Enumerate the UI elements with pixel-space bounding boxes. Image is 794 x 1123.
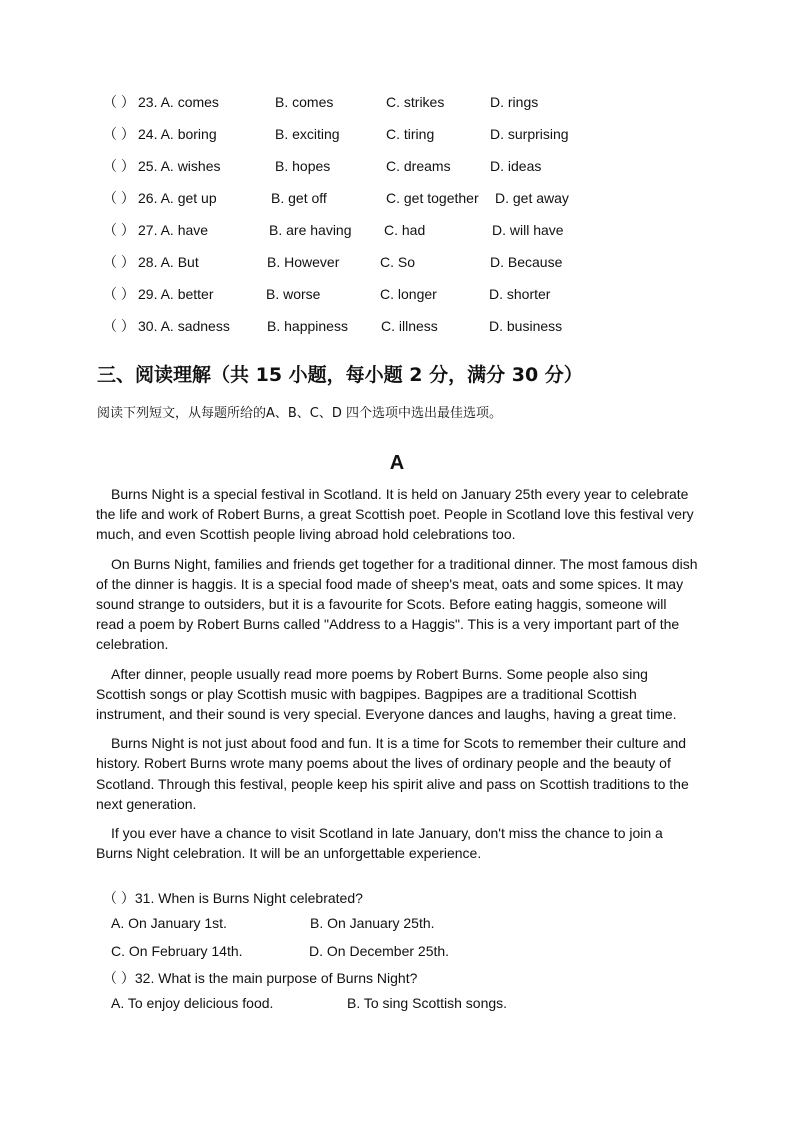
option-a: 26. A. get up — [138, 190, 217, 206]
passage-paragraph: Burns Night is not just about food and fun. It is a time for Scots to remember their culture and history. Robert Burns wrote many poems about the lives of ordinary people and the beauty of Scotland. Through this festival, people keep his spirit alive and pass on Scottish traditions to the next generation. — [96, 735, 689, 812]
cloze-options-list — [103, 92, 703, 348]
option-c: C. strikes — [386, 94, 445, 110]
mc-row-24 — [103, 124, 703, 156]
option-a: 24. A. boring — [138, 126, 217, 142]
option-b: B. get off — [271, 190, 327, 206]
option-d: D. get away — [495, 190, 569, 206]
passage-paragraph: After dinner, people usually read more poems by Robert Burns. Some people also sing Scottish songs or play Scottish music with bagpipes. Bagpipes are a traditional Scottish instrument, and their sound is very special. Everyone dances and laughs, having a great time. — [96, 665, 677, 723]
option-c: C. get together — [386, 190, 479, 206]
mc-row-28 — [103, 252, 703, 284]
option-a: 29. A. better — [138, 286, 214, 302]
passage-paragraph: If you ever have a chance to visit Scotland in late January, don't miss the chance to join a Burns Night celebration. It will be an unforgettable experience. — [96, 825, 663, 862]
option-d: D. surprising — [490, 126, 569, 142]
option-c: C. On February 14th. — [111, 943, 243, 959]
passage-paragraph: On Burns Night, families and friends get together for a traditional dinner. The most famous dish of the dinner is haggis. It is a special food made of sheep's meat, oats and some spices. It may sound strange to outsiders, but it is a favourite for Scots. Before eating haggis, someone will read a poem by Robert Burns called "Address to a Haggis". This is a very important part of the celebration. — [96, 555, 698, 653]
answer-blank: （ ） — [103, 254, 135, 270]
question-31-stem: （ ）31. When is Burns Night celebrated? — [103, 890, 363, 906]
passage-heading: A — [389, 452, 405, 474]
option-c: C. So — [380, 254, 416, 270]
section-title: 三、阅读理解（共 15 小题，每小题 2 分，满分 30 分） — [97, 364, 583, 386]
option-d: D. On December 25th. — [309, 943, 450, 959]
option-c: C. illness — [381, 318, 438, 334]
option-b: B. On January 25th. — [310, 915, 435, 931]
option-b: B. worse — [266, 286, 321, 302]
option-c: C. longer — [380, 286, 437, 302]
mc-row-25 — [103, 156, 703, 188]
option-b: B. happiness — [267, 318, 348, 334]
mc-row-30 — [103, 316, 703, 348]
answer-blank: （ ） — [103, 190, 135, 206]
mc-row-29 — [103, 284, 703, 316]
mc-row-27 — [103, 220, 703, 252]
question-32-stem: （ ）32. What is the main purpose of Burns Night? — [103, 970, 418, 986]
section-instructions: 阅读下列短文，从每题所给的A、B、C、D 四个选项中选出最佳选项。 — [97, 406, 503, 421]
passage-paragraph: Burns Night is a special festival in Scotland. It is held on January 25th every year to celebrate the life and work of Robert Burns, a great Scottish poet. People in Scotland love this festival very much, and even Scottish people living abroad hold celebrations too. — [96, 486, 694, 543]
option-d: D. will have — [492, 222, 564, 238]
option-c: C. tiring — [386, 126, 435, 142]
answer-blank: （ ） — [103, 222, 135, 238]
option-c: C. dreams — [386, 158, 451, 174]
option-b: B. hopes — [275, 158, 331, 174]
mc-row-26 — [103, 188, 703, 220]
option-a: 28. A. But — [138, 254, 199, 270]
option-a: 23. A. comes — [138, 94, 219, 110]
answer-blank: （ ） — [103, 126, 135, 142]
answer-blank: （ ） — [103, 318, 135, 334]
option-a: 27. A. have — [138, 222, 209, 238]
mc-row-23 — [103, 92, 703, 124]
option-a: 30. A. sadness — [138, 318, 230, 334]
answer-blank: （ ） — [103, 158, 135, 174]
option-c: C. had — [384, 222, 426, 238]
option-b: B. exciting — [275, 126, 340, 142]
option-b: B. are having — [269, 222, 352, 238]
option-d: D. business — [489, 318, 563, 334]
option-a: A. On January 1st. — [111, 915, 227, 931]
option-a: 25. A. wishes — [138, 158, 221, 174]
option-d: D. rings — [490, 94, 539, 110]
option-a: A. To enjoy delicious food. — [111, 995, 274, 1011]
answer-blank: （ ） — [103, 286, 135, 302]
option-d: D. shorter — [489, 286, 551, 302]
answer-blank: （ ） — [103, 94, 135, 110]
option-d: D. ideas — [490, 158, 542, 174]
option-b: B. To sing Scottish songs. — [347, 995, 508, 1011]
option-b: B. comes — [275, 94, 334, 110]
option-b: B. However — [267, 254, 340, 270]
option-d: D. Because — [490, 254, 563, 270]
reading-passage — [96, 484, 698, 872]
